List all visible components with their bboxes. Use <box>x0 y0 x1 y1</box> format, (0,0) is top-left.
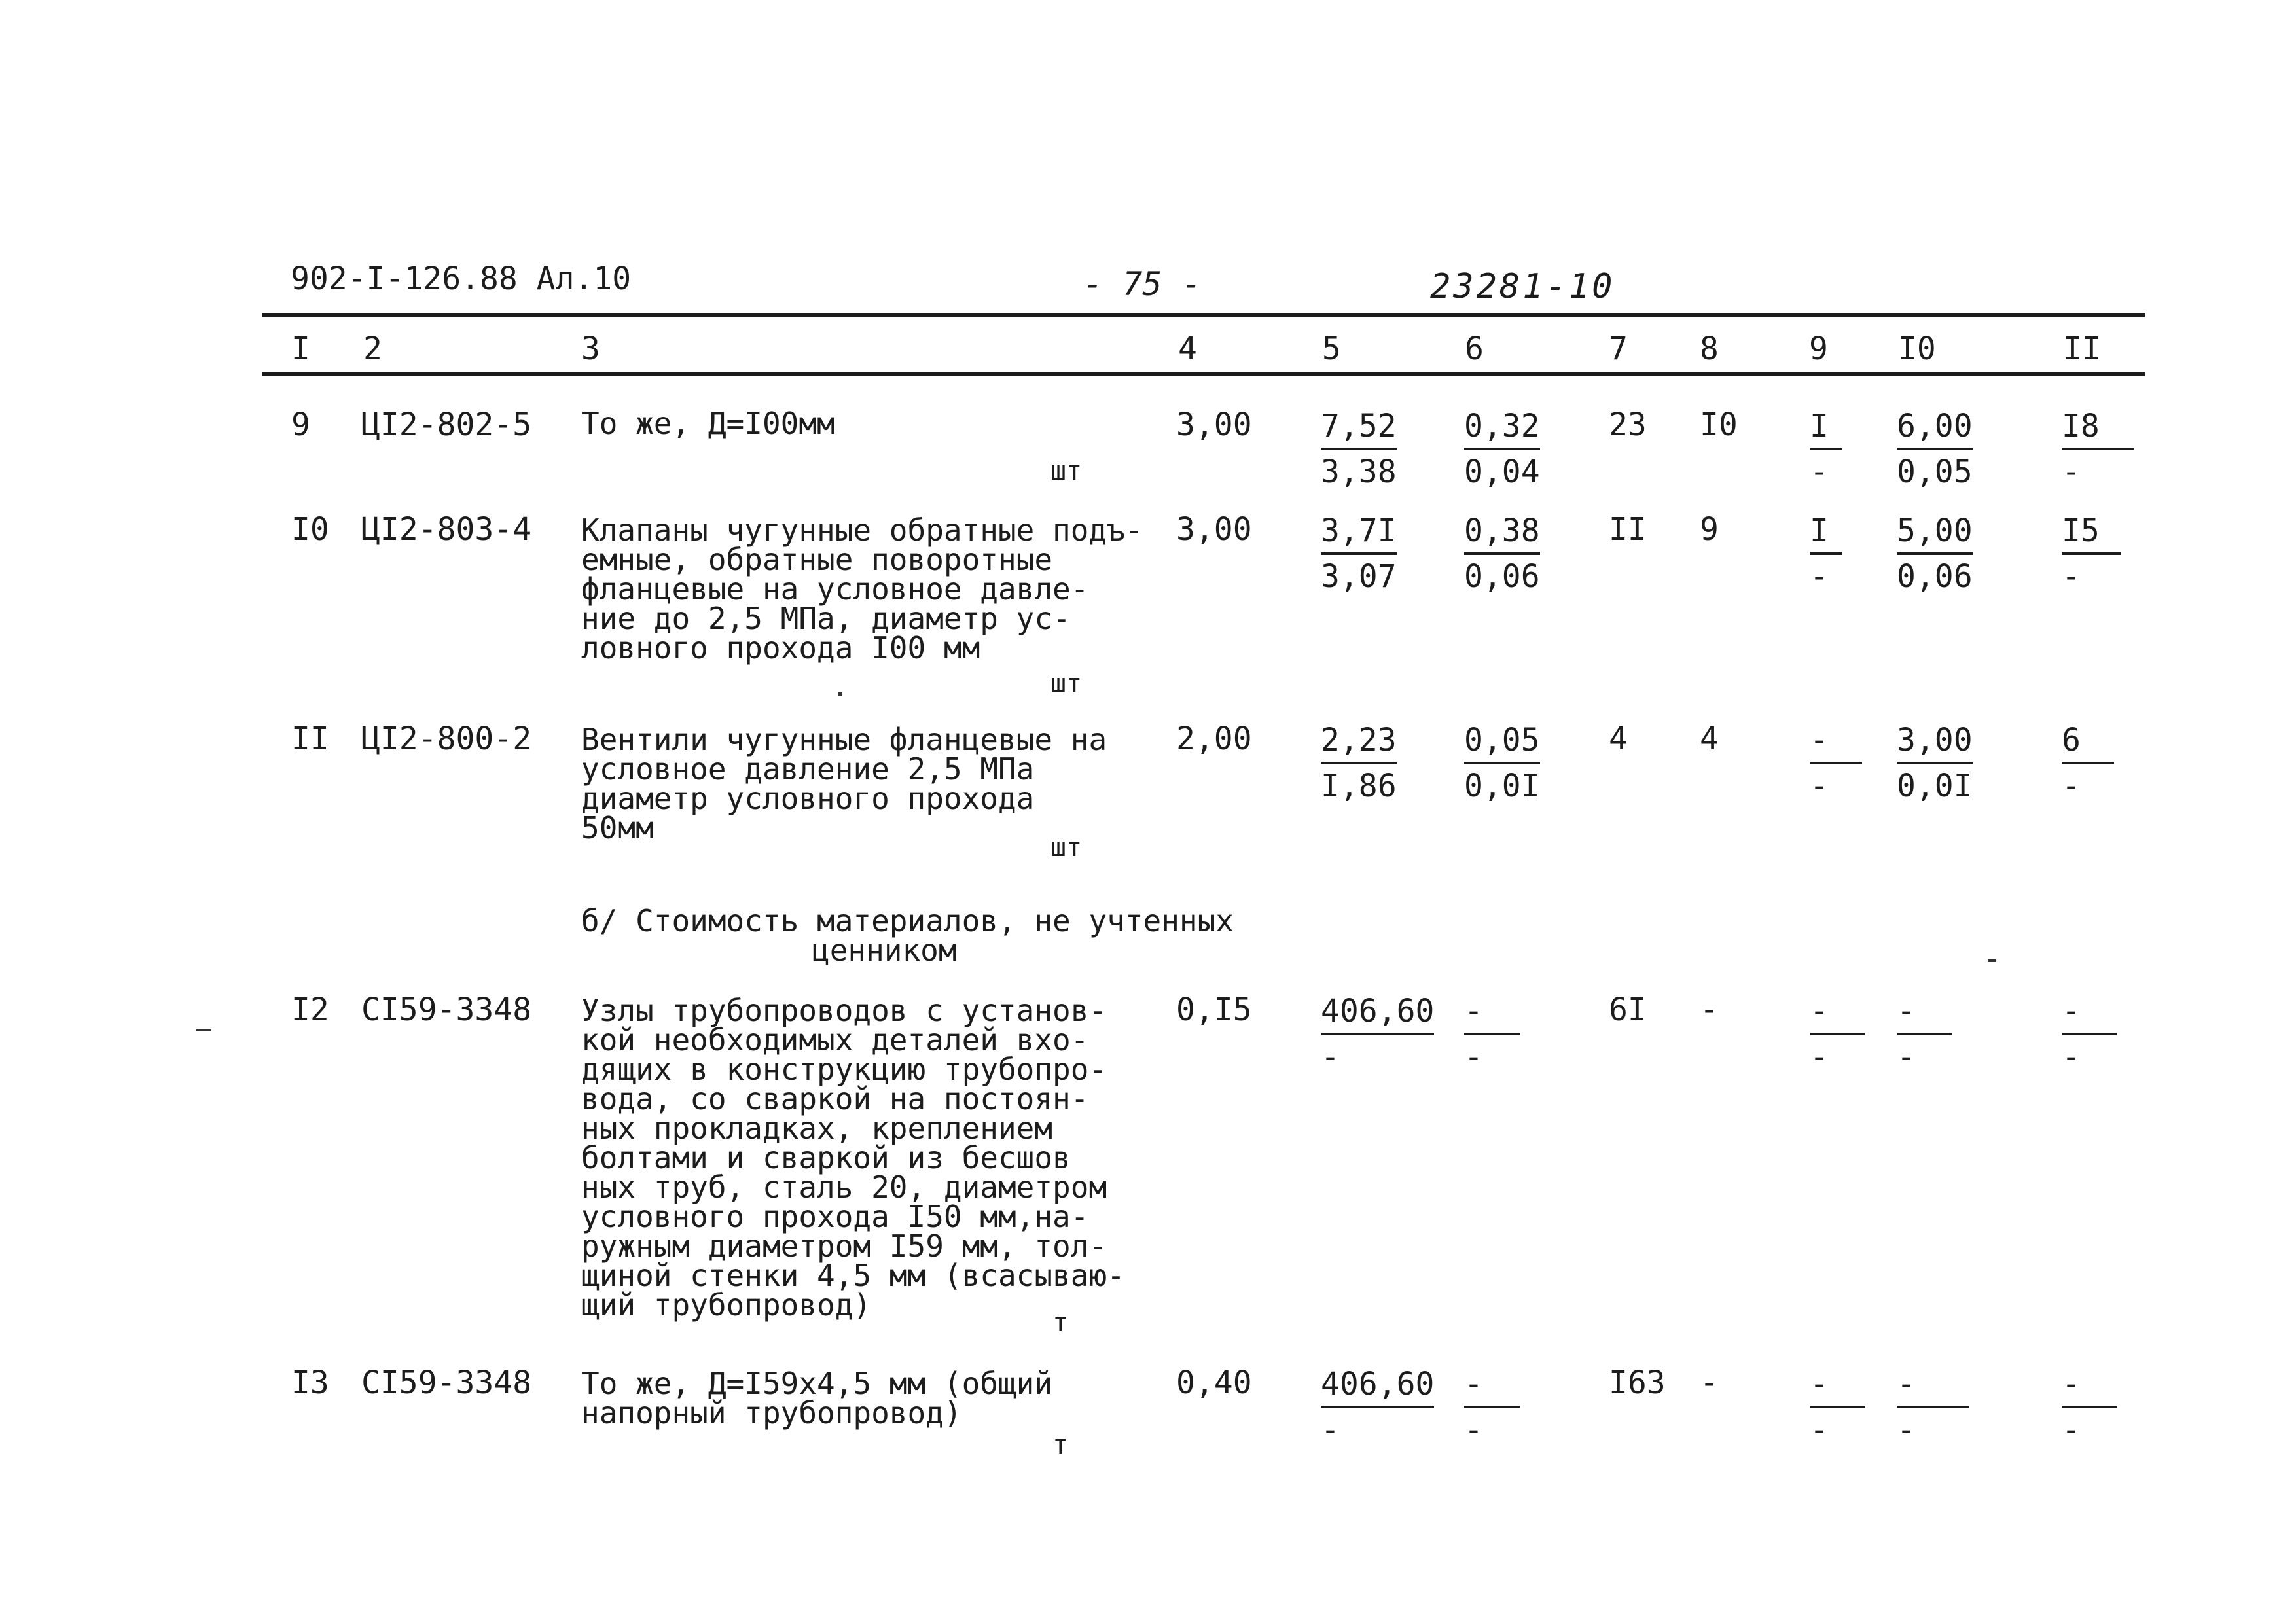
unit: шт <box>1050 669 1083 699</box>
item-description: То же, Д=I59х4,5 мм (общий напорный трубопровод) <box>581 1366 1053 1431</box>
section-heading-line2: ценником <box>812 933 957 968</box>
col-number-3: 3 <box>581 330 600 367</box>
scan-mark <box>196 1029 211 1031</box>
col6-fraction <box>1464 509 1540 598</box>
fraction-numerator: - <box>1464 990 1520 1035</box>
col11-fraction <box>2062 509 2121 598</box>
col-number-8: 8 <box>1700 330 1719 367</box>
section-heading-line1: б/ Стоимость материалов, не учтенных <box>581 903 1234 938</box>
col10-fraction <box>1897 1363 1969 1452</box>
fraction-numerator: - <box>1810 990 1865 1035</box>
fraction-numerator: - <box>2062 990 2117 1035</box>
fraction-denominator: - <box>2062 558 2081 595</box>
price-code: ЦI2-803-4 <box>361 511 532 548</box>
fraction-numerator: I8 <box>2062 404 2134 450</box>
col10-fraction <box>1897 990 1952 1079</box>
col-number-4: 4 <box>1178 330 1197 367</box>
col5-fraction <box>1321 404 1397 493</box>
col-number-1: I <box>291 330 310 367</box>
quantity: 2,00 <box>1176 721 1252 757</box>
fraction-numerator: 0,38 <box>1464 509 1540 555</box>
col8-value: I0 <box>1700 406 1738 443</box>
item-description: Клапаны чугунные обратные подъ- емные, обратные поворотные фланцевые на условное давле- ние до 2,5 МПа, диаметр ус- ловного прохода I00 мм <box>581 512 1143 666</box>
col10-fraction <box>1897 509 1973 598</box>
fraction-numerator: 6 <box>2062 719 2114 764</box>
fraction-numerator: 406,60 <box>1321 1363 1434 1408</box>
fraction-numerator: I5 <box>2062 509 2121 555</box>
fraction-denominator: - <box>1810 768 1829 804</box>
fraction-numerator: 406,60 <box>1321 990 1434 1035</box>
col9-fraction <box>1810 719 1862 808</box>
fraction-denominator: 0,04 <box>1464 454 1540 490</box>
col5-fraction <box>1321 1363 1434 1452</box>
row-number: I3 <box>291 1364 329 1401</box>
fraction-numerator: - <box>2062 1363 2117 1408</box>
col-number-2: 2 <box>363 330 382 367</box>
col-number-9: 9 <box>1809 330 1828 367</box>
fraction-denominator: - <box>2062 768 2081 804</box>
fraction-numerator: - <box>1464 1363 1520 1408</box>
fraction-denominator: 3,38 <box>1321 454 1397 490</box>
fraction-denominator: 0,05 <box>1897 454 1973 490</box>
page-number: - 75 - <box>1083 265 1202 303</box>
fraction-numerator: I <box>1810 404 1842 450</box>
col8-value: - <box>1700 991 1719 1028</box>
fraction-denominator: - <box>1810 454 1829 490</box>
col11-fraction <box>2062 990 2117 1079</box>
col5-fraction <box>1321 990 1434 1079</box>
price-code: ЦI2-800-2 <box>361 721 532 757</box>
col6-fraction <box>1464 719 1540 808</box>
quantity: 0,40 <box>1176 1364 1252 1401</box>
header-rule-bottom <box>262 372 2145 376</box>
unit: шт <box>1050 456 1083 486</box>
fraction-denominator: 3,07 <box>1321 558 1397 595</box>
scan-mark <box>1988 959 1996 962</box>
price-code: СI59-3348 <box>361 1364 532 1401</box>
item-description: Узлы трубопроводов с установ- кой необходимых деталей вхо- дящих в конструкцию трубопро- вода, со сваркой на постоян- ных прокладках, креплением болтами и сваркой из бесшов ных труб, сталь 20, диаметром условного прохода I50 мм,на- ружным диаметром I59 мм, тол- щиной стенки 4,5 мм (всасываю- щий трубопровод) <box>581 993 1125 1323</box>
fraction-numerator: - <box>1897 990 1952 1035</box>
col10-fraction <box>1897 404 1973 493</box>
col8-value: 4 <box>1700 721 1719 757</box>
col5-fraction <box>1321 509 1397 598</box>
fraction-denominator: - <box>1810 558 1829 595</box>
fraction-denominator: 0,06 <box>1897 558 1973 595</box>
col9-fraction <box>1810 990 1865 1079</box>
col-number-7: 7 <box>1609 330 1628 367</box>
col5-fraction <box>1321 719 1397 808</box>
row-number: I0 <box>291 511 329 548</box>
fraction-denominator: 0,0I <box>1464 768 1540 804</box>
fraction-numerator: 7,52 <box>1321 404 1397 450</box>
fraction-numerator: - <box>1897 1363 1969 1408</box>
scan-mark <box>838 692 842 696</box>
fraction-denominator: - <box>2062 1039 2081 1075</box>
col-number-11: II <box>2063 330 2101 367</box>
fraction-denominator: 0,0I <box>1897 768 1973 804</box>
document-cipher: 23281-10 <box>1430 267 1615 306</box>
col-number-10: I0 <box>1898 330 1936 367</box>
quantity: 0,I5 <box>1176 991 1252 1028</box>
fraction-denominator: - <box>1897 1412 1916 1448</box>
fraction-denominator: - <box>1810 1039 1829 1075</box>
col6-fraction <box>1464 1363 1520 1452</box>
fraction-denominator: I,86 <box>1321 768 1397 804</box>
price-code: СI59-3348 <box>361 991 532 1028</box>
fraction-denominator: - <box>1321 1412 1340 1448</box>
col6-fraction <box>1464 404 1540 493</box>
fraction-numerator: - <box>1810 719 1862 764</box>
unit: т <box>1052 1308 1069 1338</box>
col11-fraction <box>2062 1363 2117 1452</box>
fraction-numerator: 2,23 <box>1321 719 1397 764</box>
fraction-numerator: - <box>1810 1363 1865 1408</box>
fraction-denominator: - <box>1464 1412 1483 1448</box>
fraction-numerator: 6,00 <box>1897 404 1973 450</box>
col-number-6: 6 <box>1465 330 1484 367</box>
unit: шт <box>1050 832 1083 863</box>
unit: т <box>1052 1430 1069 1460</box>
col11-fraction <box>2062 719 2114 808</box>
col9-fraction <box>1810 509 1842 598</box>
row-number: I2 <box>291 991 329 1028</box>
fraction-denominator: - <box>1897 1039 1916 1075</box>
fraction-numerator: 0,05 <box>1464 719 1540 764</box>
fraction-denominator: - <box>1464 1039 1483 1075</box>
fraction-numerator: 3,00 <box>1897 719 1973 764</box>
item-description: Вентили чугунные фланцевые на условное давление 2,5 МПа диаметр условного прохода 50мм <box>581 722 1107 846</box>
fraction-numerator: 0,32 <box>1464 404 1540 450</box>
col-number-5: 5 <box>1322 330 1341 367</box>
col7-value: 4 <box>1609 721 1628 757</box>
fraction-denominator: 0,06 <box>1464 558 1540 595</box>
fraction-denominator: - <box>1810 1412 1829 1448</box>
fraction-numerator: 5,00 <box>1897 509 1973 555</box>
fraction-denominator: - <box>2062 454 2081 490</box>
col7-value: 6I <box>1609 991 1647 1028</box>
row-number: II <box>291 721 329 757</box>
row-number: 9 <box>291 406 310 443</box>
col7-value: I63 <box>1609 1364 1666 1401</box>
col7-value: II <box>1609 511 1647 548</box>
col10-fraction <box>1897 719 1973 808</box>
col7-value: 23 <box>1609 406 1647 443</box>
quantity: 3,00 <box>1176 511 1252 548</box>
document-code: 902-I-126.88 Ал.10 <box>291 260 632 297</box>
col6-fraction <box>1464 990 1520 1079</box>
fraction-numerator: I <box>1810 509 1842 555</box>
quantity: 3,00 <box>1176 406 1252 443</box>
col8-value: - <box>1700 1364 1719 1401</box>
col11-fraction <box>2062 404 2134 493</box>
col9-fraction <box>1810 404 1842 493</box>
col9-fraction <box>1810 1363 1865 1452</box>
fraction-numerator: 3,7I <box>1321 509 1397 555</box>
fraction-denominator: - <box>1321 1039 1340 1075</box>
header-rule-top <box>262 313 2145 317</box>
fraction-denominator: - <box>2062 1412 2081 1448</box>
col8-value: 9 <box>1700 511 1719 548</box>
price-code: ЦI2-802-5 <box>361 406 532 443</box>
item-description: То же, Д=I00мм <box>581 406 835 441</box>
